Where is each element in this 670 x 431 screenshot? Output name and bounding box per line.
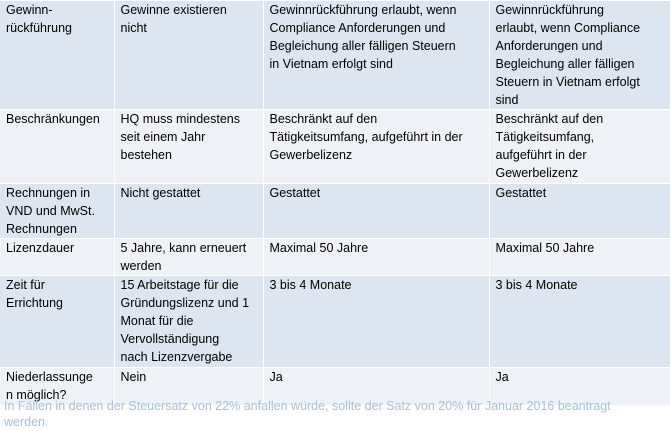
table-cell: Nein — [114, 368, 263, 405]
table-cell: Beschränkt auf den Tätigkeitsumfang, aufgeführt in der Gewerbelizenz — [263, 110, 489, 184]
table-cell: Maximal 50 Jahre — [263, 239, 489, 276]
table-cell: Ja — [489, 368, 670, 405]
table-row — [0, 184, 670, 239]
table-cell: Gewinnrückführung erlaubt, wenn Compliance Anforderungen und Begleichung aller fälligen Steuern in Vietnam erfolgt sind — [263, 1, 489, 110]
table-row — [0, 1, 670, 110]
table-row — [0, 276, 670, 368]
row-label: Zeit für Errichtung — [0, 276, 114, 368]
table-cell: 5 Jahre, kann erneuert werden — [114, 239, 263, 276]
table-cell: Gestattet — [263, 184, 489, 239]
table-cell: HQ muss mindestens seit einem Jahr bestehen — [114, 110, 263, 184]
table-cell: 3 bis 4 Monate — [489, 276, 670, 368]
footnote: In Fällen in denen der Steuersatz von 22% anfallen würde, sollte der Satz von 20% für Januar 2016 beantragt werden. — [4, 399, 611, 429]
table-row — [0, 239, 670, 276]
table-cell: Maximal 50 Jahre — [489, 239, 670, 276]
table-cell: Gewinne existieren nicht — [114, 1, 263, 110]
table-cell: Nicht gestattet — [114, 184, 263, 239]
table-cell: Gewinnrückführung erlaubt, wenn Compliance Anforderungen und Begleichung aller fälligen Steuern in Vietnam erfolgt sind — [489, 1, 670, 110]
row-label: Lizenzdauer — [0, 239, 114, 276]
table-cell: 15 Arbeitstage für die Gründungslizenz und 1 Monat für die Vervollständigung nach Lizenzvergabe — [114, 276, 263, 368]
table-row — [0, 110, 670, 184]
row-label: Niederlassunge n möglich? — [0, 368, 114, 405]
table-cell: Beschränkt auf den Tätigkeitsumfang, aufgeführt in der Gewerbelizenz — [489, 110, 670, 184]
table-cell: Ja — [263, 368, 489, 405]
table-cell: Gestattet — [489, 184, 670, 239]
row-label: Rechnungen in VND und MwSt. Rechnungen — [0, 184, 114, 239]
row-label: Gewinn- rückführung — [0, 1, 114, 110]
row-label: Beschränkungen — [0, 110, 114, 184]
table-cell: 3 bis 4 Monate — [263, 276, 489, 368]
